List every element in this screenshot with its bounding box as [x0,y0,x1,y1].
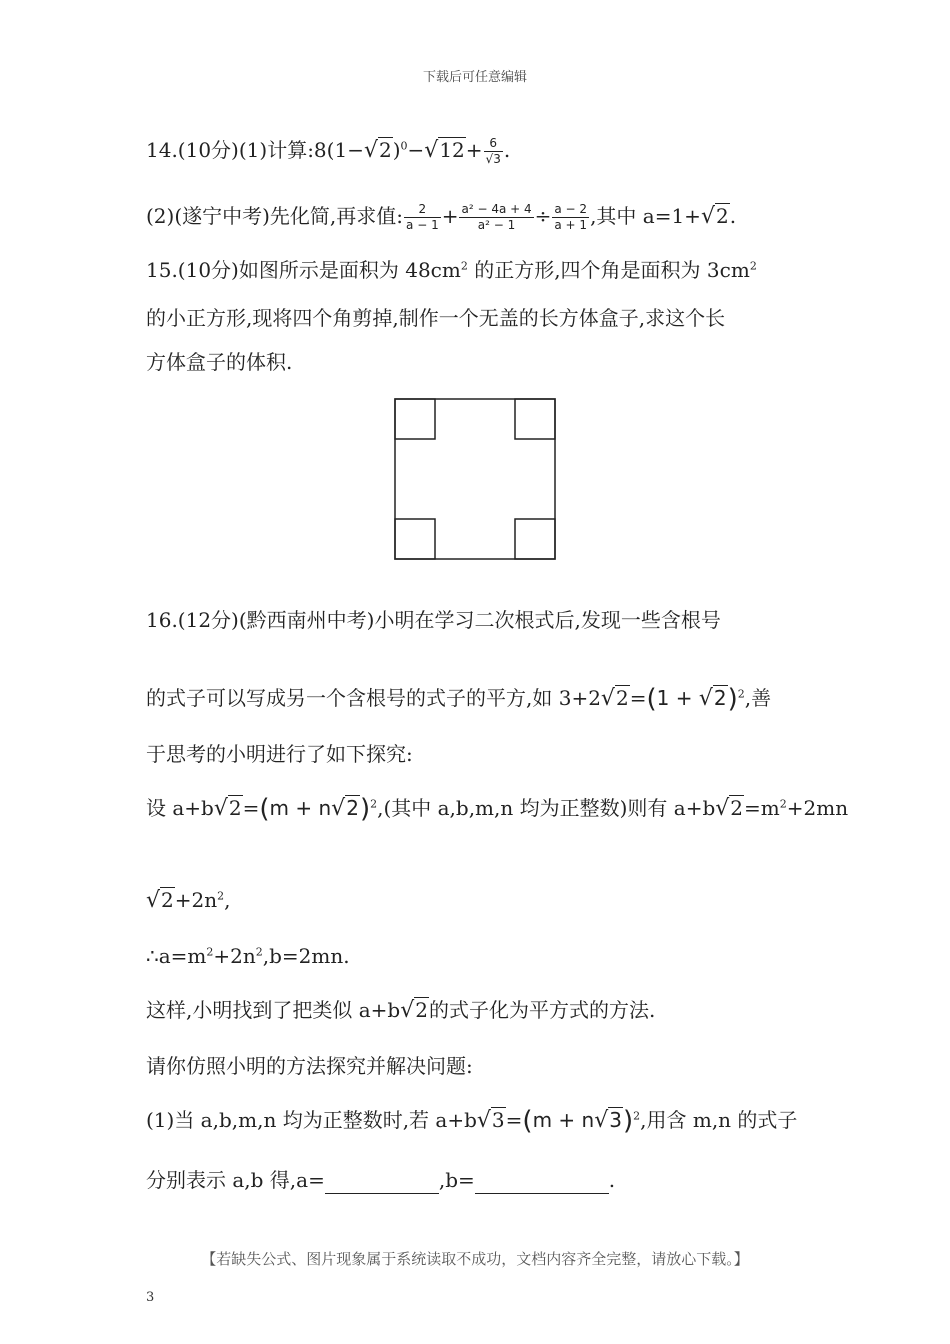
fraction-3: $\frac{a - 2}{a + 1}$ [554,202,588,232]
q15-line2: 的小正方形,现将四个角剪掉,制作一个无盖的长方体盒子,求这个长 [146,306,726,330]
sqrt-2: √2 [715,796,744,821]
q15-line3: 方体盒子的体积. [146,350,293,374]
square-figure [394,398,558,562]
q16-line3: 于思考的小明进行了如下探究: [146,742,413,766]
fraction-2: $\frac{\text{a² − 4a + 4}}{\text{a² − 1}}$ [461,202,532,232]
sqrt-2: √2 [600,686,629,711]
q16-line8: 请你仿照小明的方法探究并解决问题: [146,1054,473,1078]
corner-square-bottom-left [395,519,435,559]
corner-square-top-left [395,399,435,439]
q16-line4: 设 $a+b√2=(m + n√2)^2$,(其中 a,b,m,n 均为正整数)则有 $a+b√2=m^2+2mn$ [146,794,849,824]
sqrt-2: √2 [331,796,359,821]
sqrt-3: √3 [594,1108,622,1133]
sqrt-2: √2 [700,204,729,229]
sqrt-2: √2 [400,998,428,1023]
q14-line2: (2)(遂宁中考)先化简,再求值: $\frac{2}{a - 1}$ + $\frac{\text{a² − 4a + 4}}{\text{a² − 1}}$ ÷ $\frac{a - 2}{a + 1}$ ,其中 a=1+√2. [146,202,737,232]
answer-blank-a[interactable] [325,1173,439,1194]
q14-line1: 14.(10分)(1)计算$:8(1-√2)^0-√12+$ $\frac{6}{√3}$ . [146,136,511,166]
sqrt-2: √2 [146,888,174,913]
sqrt-12: √12 [424,138,465,163]
answer-blank-b[interactable] [475,1173,609,1194]
sqrt-2: √2 [363,138,392,163]
corner-square-bottom-right [515,519,555,559]
sqrt-2: √2 [698,686,727,711]
q16-line7: 这样,小明找到了把类似 a+b√2的式子化为平方式的方法. [146,998,656,1023]
q16-line2: 的式子可以写成另一个含根号的式子的平方,如 $3+2√2=(1 + √2)^2$,善 [146,684,772,714]
q16-line1: 16.(12分)(黔西南州中考)小明在学习二次根式后,发现一些含根号 [146,608,721,632]
page-number: 3 [146,1290,155,1305]
q16-line10: 分别表示 a,b 得,a= ,b= . [146,1168,616,1192]
outer-square [395,399,555,559]
q16-line9: (1)当 a,b,m,n 均为正整数时,若 $a+b√3=(m + n√3)^2$,用含 m,n 的式子 [146,1106,798,1136]
page-footer-note: 【若缺失公式、图片现象属于系统读取不成功，文档内容齐全完整，请放心下载。】 [201,1250,749,1268]
fraction-6-over-sqrt3: $\frac{6}{√3}$ [485,136,501,166]
q15-line1: 15.(10分)如图所示是面积为 $48cm^2$ 的正方形,四个角是面积为 $3cm^2$ [146,258,757,282]
sqrt-2: √2 [213,796,242,821]
page-header: 下载后可任意编辑 [422,70,527,85]
sqrt-3: √3 [476,1108,505,1133]
q16-line6: $\therefore a=m^2+2n^2,b=2mn$. [146,944,350,968]
corner-square-top-right [515,399,555,439]
q16-line5: $√2+2n^2$, [146,888,231,913]
fraction-1: $\frac{2}{a - 1}$ [406,202,439,232]
